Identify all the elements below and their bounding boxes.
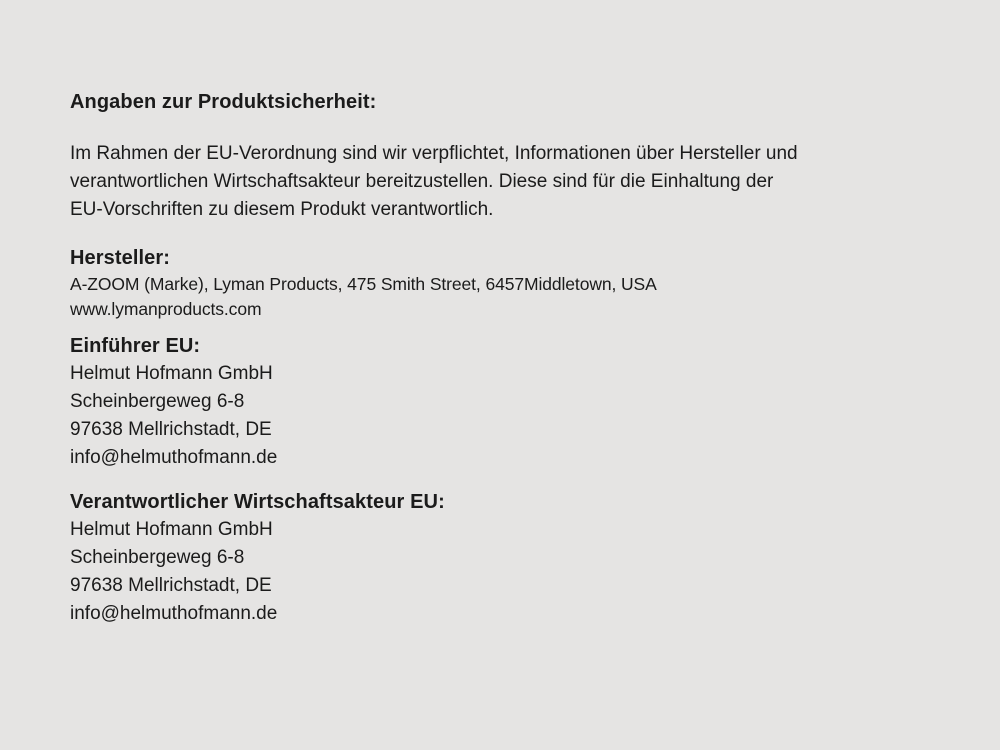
manufacturer-address: A-ZOOM (Marke), Lyman Products, 475 Smith Street, 6457Middletown, USA — [70, 274, 657, 294]
page-title: Angaben zur Produktsicherheit: — [70, 91, 377, 113]
manufacturer-section — [70, 244, 950, 322]
manufacturer-heading: Hersteller: — [70, 247, 171, 269]
intro-line-1: Im Rahmen der EU-Verordnung sind wir verpflichtet, Informationen über Hersteller und — [70, 143, 798, 164]
manufacturer-website: www.lymanproducts.com — [70, 299, 262, 319]
importer-city: 97638 Mellrichstadt, DE — [70, 419, 272, 440]
responsible-city: 97638 Mellrichstadt, DE — [70, 575, 272, 596]
importer-section — [70, 332, 950, 472]
importer-email: info@helmuthofmann.de — [70, 447, 278, 468]
importer-company-name: Helmut Hofmann GmbH — [70, 363, 273, 384]
responsible-street: Scheinbergeweg 6-8 — [70, 547, 245, 568]
responsible-actor-heading: Verantwortlicher Wirtschaftsakteur EU: — [70, 491, 445, 513]
intro-line-2: verantwortlichen Wirtschaftsakteur bereitzustellen. Diese sind für die Einhaltung der — [70, 171, 774, 192]
importer-heading: Einführer EU: — [70, 335, 201, 357]
intro-line-3: EU-Vorschriften zu diesem Produkt verantwortlich. — [70, 199, 494, 220]
responsible-email: info@helmuthofmann.de — [70, 603, 278, 624]
importer-street: Scheinbergeweg 6-8 — [70, 391, 245, 412]
intro-paragraph — [70, 140, 950, 224]
responsible-company-name: Helmut Hofmann GmbH — [70, 519, 273, 540]
responsible-actor-section — [70, 488, 950, 628]
